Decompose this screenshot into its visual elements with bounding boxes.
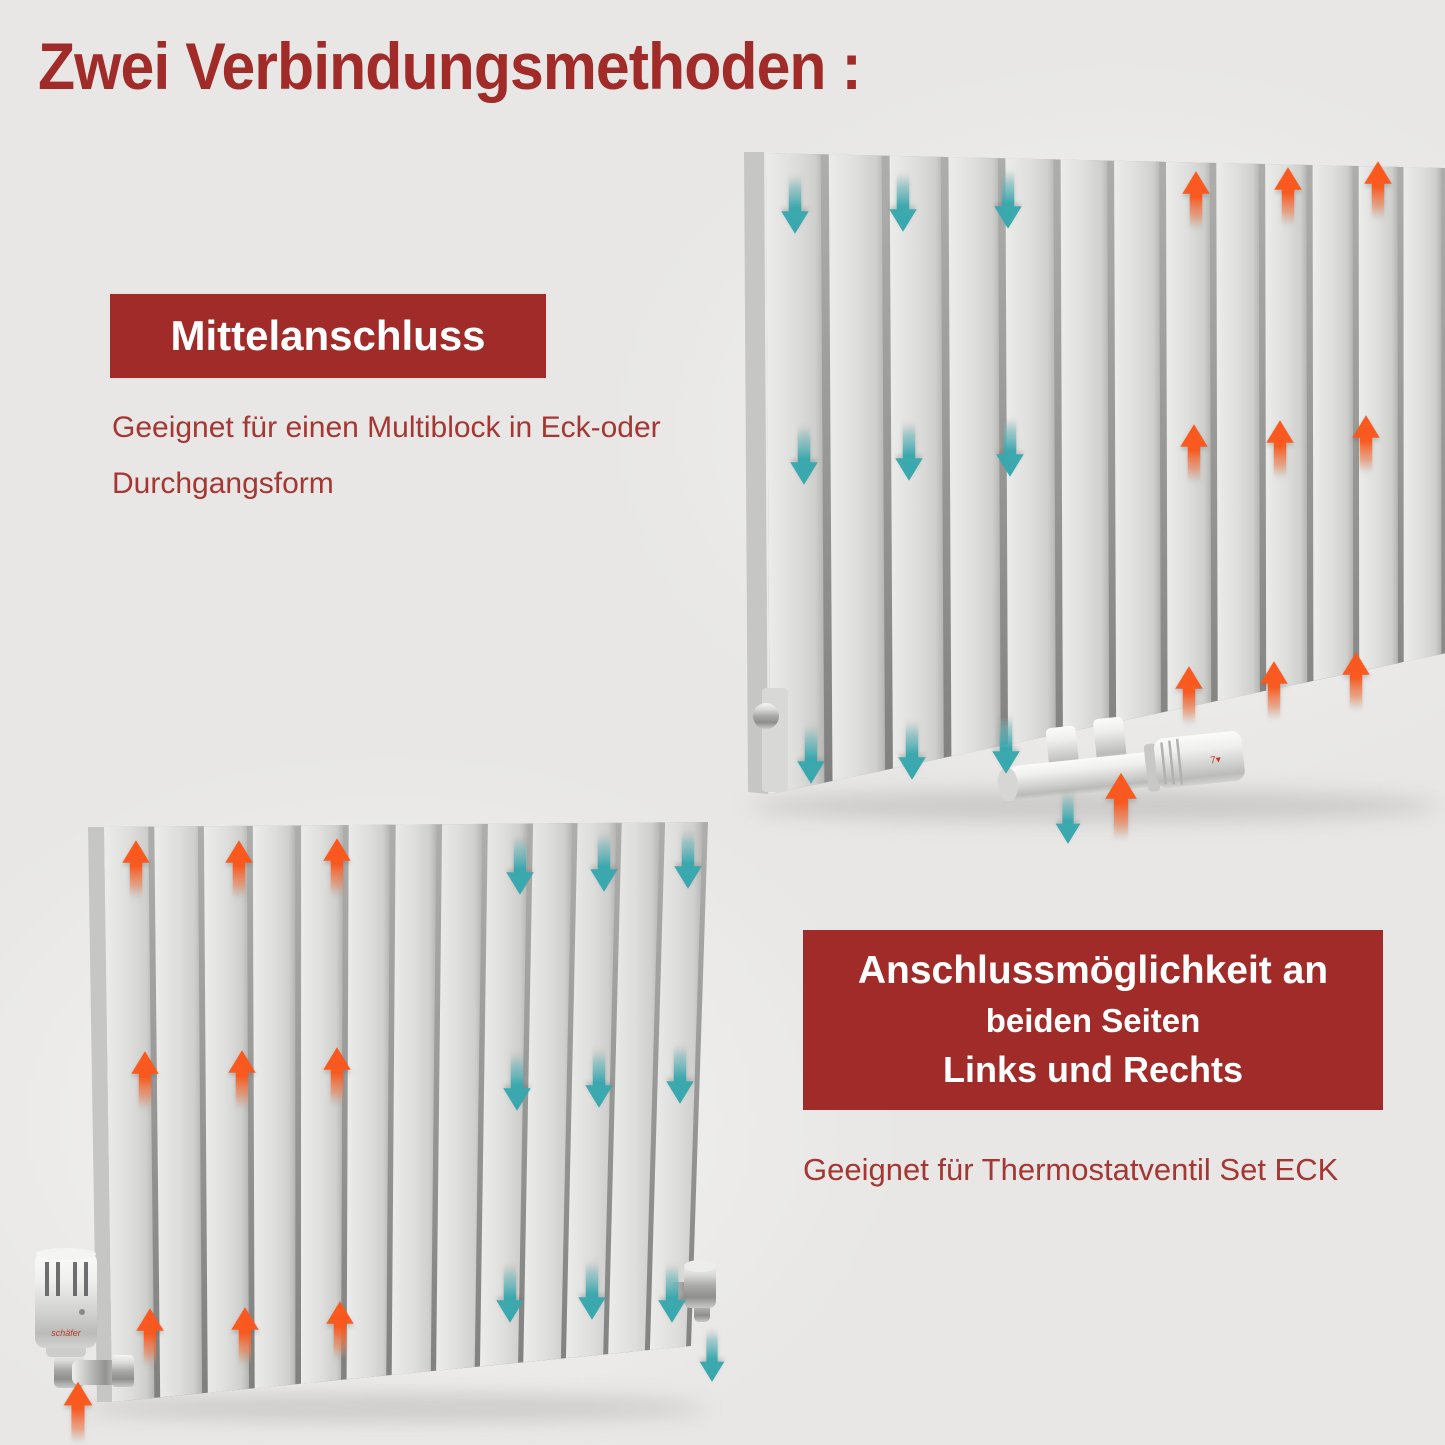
slat [1313, 165, 1354, 681]
method-1-description-line-2: Durchgangsform [112, 467, 334, 500]
elbow-top-cap [684, 1260, 716, 1272]
slat [1265, 164, 1307, 691]
flow-arrow-cool-down [700, 1330, 725, 1382]
union-nut [112, 1355, 134, 1387]
method-1-label: Mittelanschluss [170, 312, 486, 359]
slat [253, 825, 296, 1388]
flow-arrow-warm-up [64, 1382, 93, 1442]
method-2-label-line-3: Links und Rechts [942, 1049, 1244, 1090]
slat [1216, 163, 1260, 701]
slat [1114, 161, 1161, 722]
head-top-cap [36, 1248, 96, 1260]
slat [949, 157, 1001, 756]
chrome-plug [753, 703, 779, 729]
radiator-bottom-left-shadow [85, 1394, 705, 1422]
head-slot [56, 1262, 60, 1296]
valve-stub [1093, 716, 1127, 761]
slat [1061, 160, 1110, 734]
method-2-label-line-1: Anschlussmöglichkeit an [857, 949, 1329, 992]
radiator-bottom-left [88, 822, 708, 1402]
method-2-description-line-1: Geeignet für Thermostatventil Set ECK [803, 1152, 1339, 1187]
slat [154, 826, 202, 1397]
slat [204, 826, 249, 1393]
radiator-top-right [744, 152, 1445, 794]
slat [829, 154, 885, 781]
valve-brand: schäfer [51, 1328, 81, 1338]
head-slot [84, 1262, 88, 1296]
head-dial-dot [79, 1309, 85, 1315]
thermostat-head [1153, 730, 1246, 789]
thermostat-dial-mark: 7▾ [1209, 754, 1222, 767]
slat [347, 825, 391, 1380]
radiator-top-right-shadow [750, 790, 1440, 822]
slat [392, 824, 437, 1375]
head-slot [73, 1262, 77, 1296]
slat [1404, 167, 1442, 662]
head-slot [45, 1262, 49, 1296]
slat [436, 824, 482, 1371]
page-title: Zwei Verbindungsmethoden : [38, 29, 861, 103]
method-1-description-line-1: Geeignet für einen Multiblock in Eck-oder [112, 411, 661, 444]
method-2-label-line-2: beiden Seiten [985, 1002, 1201, 1039]
